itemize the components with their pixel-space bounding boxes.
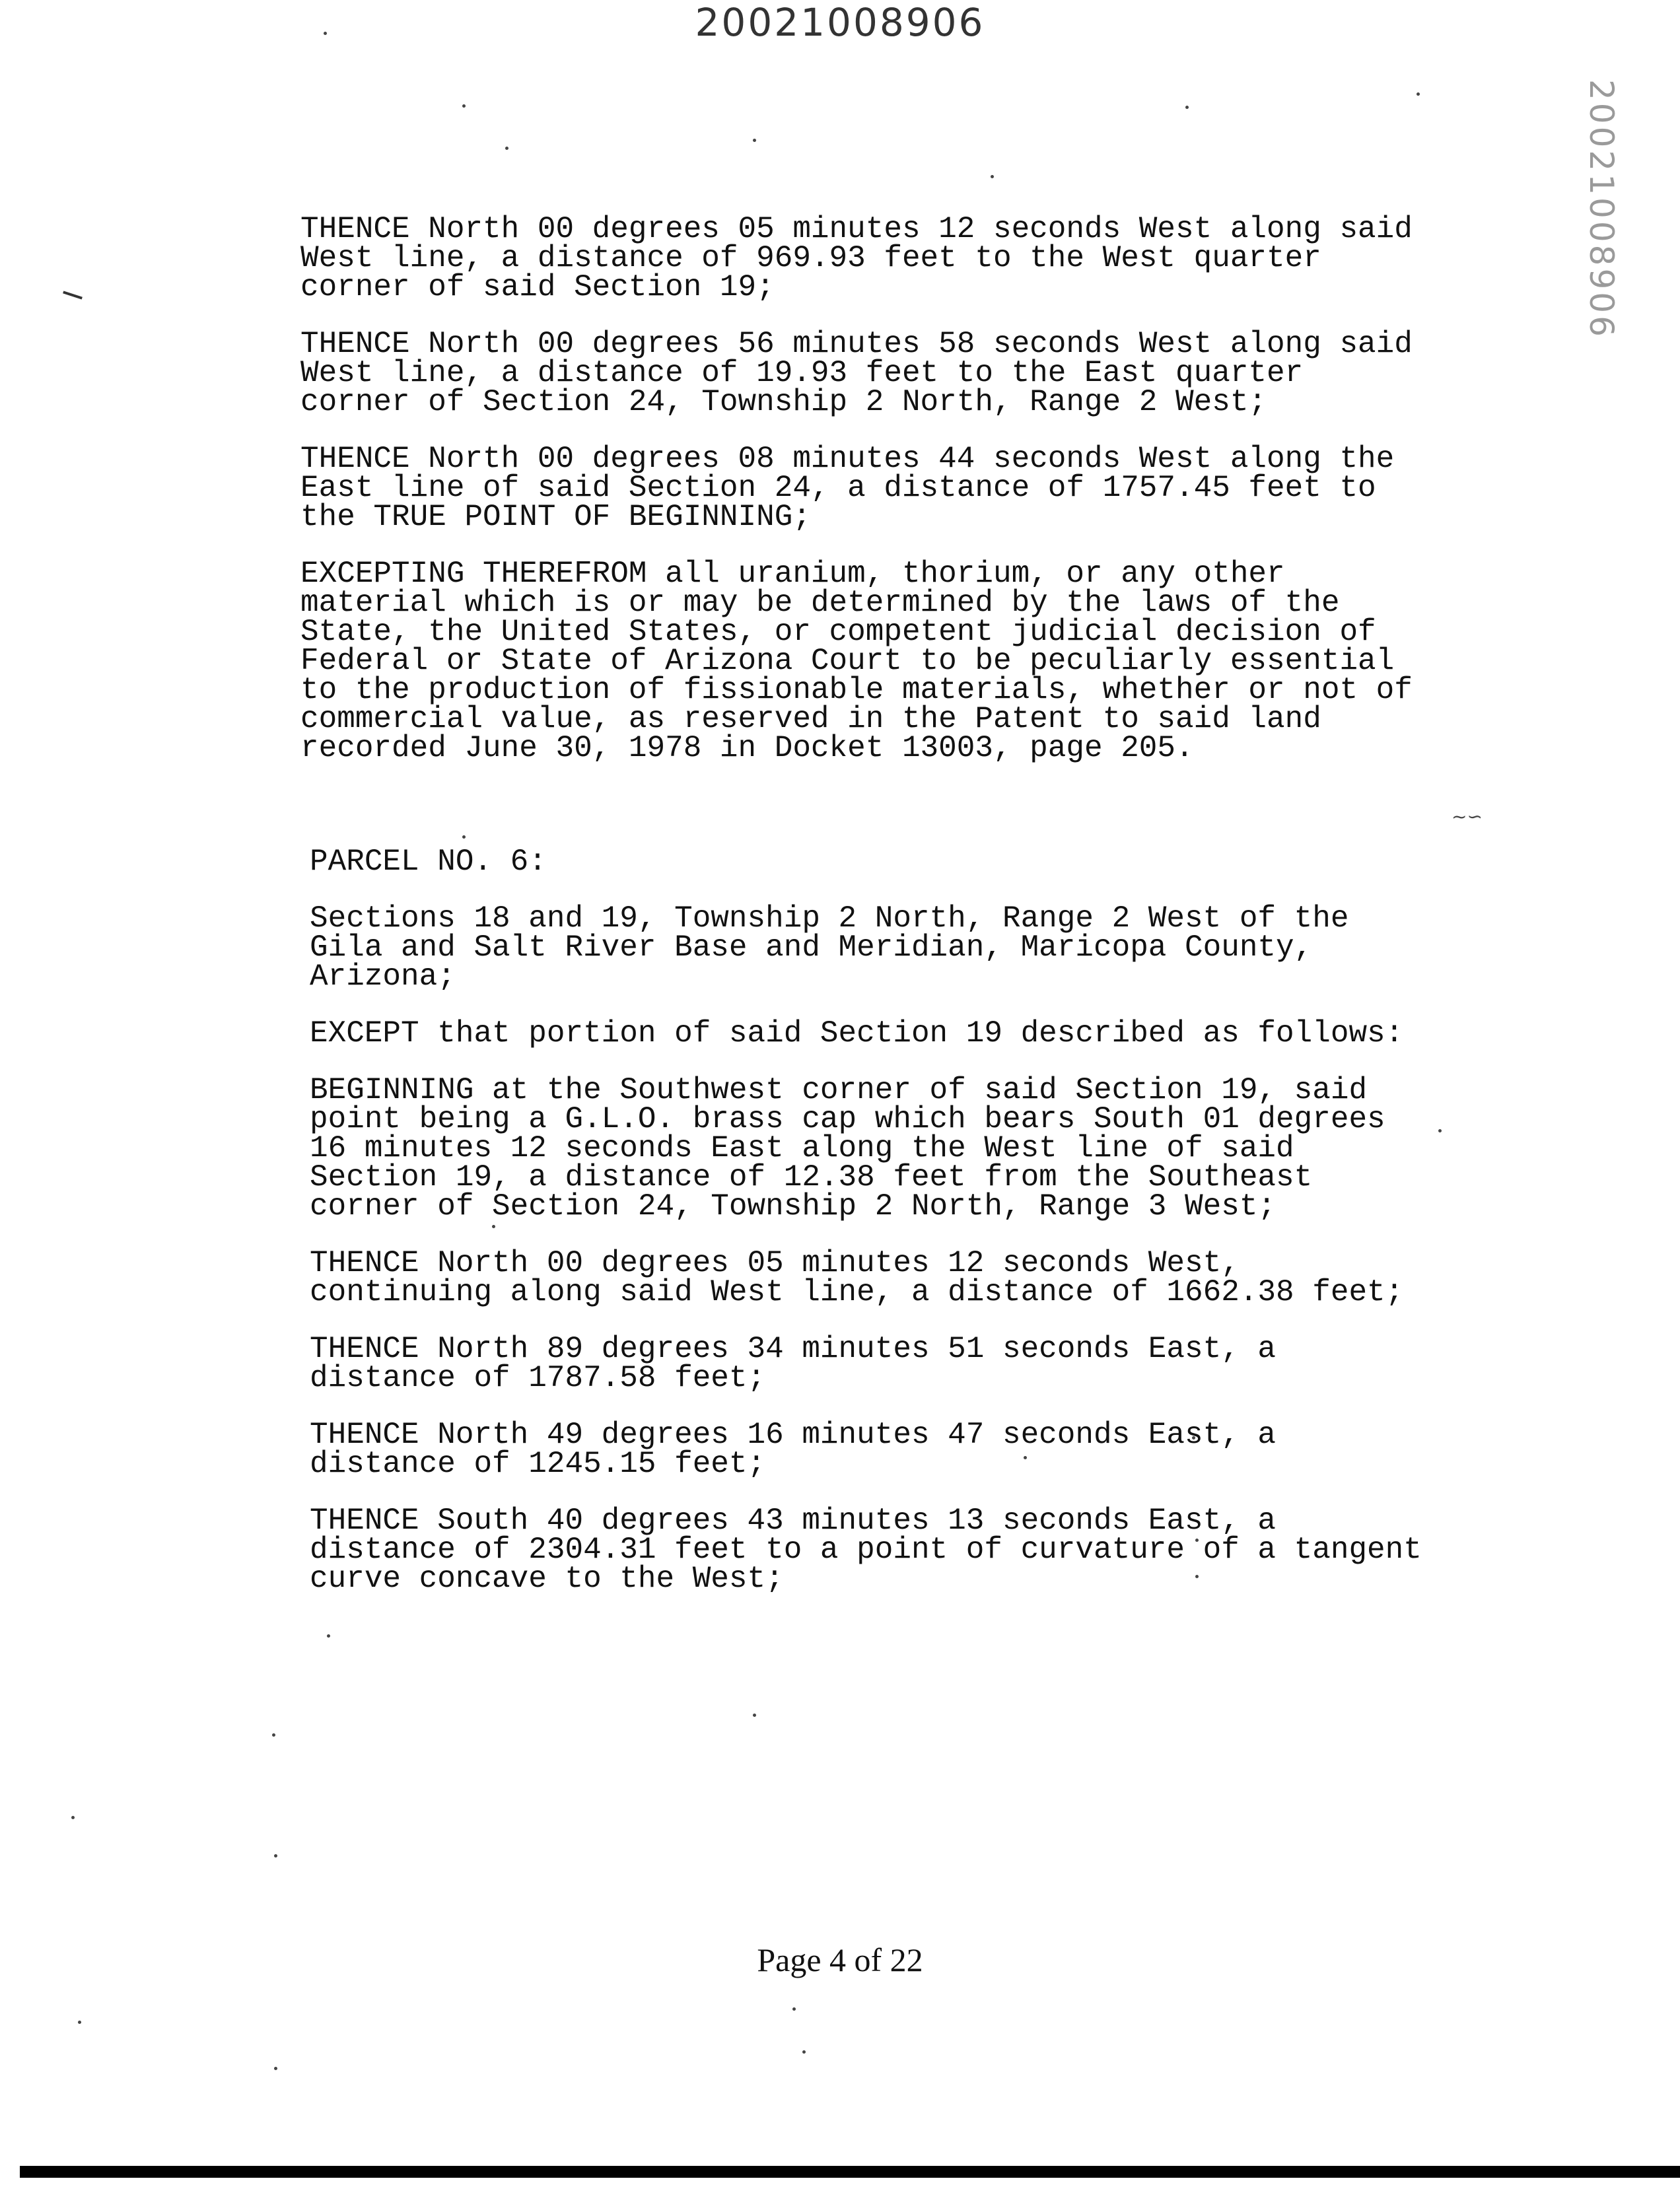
page-number: Page 4 of 22	[757, 1941, 923, 1978]
exception-paragraph: EXCEPTING THEREFROM all uranium, thorium, or any other material which is or may be determined by the laws of the State, the United States, or competent judicial decision of Federal or State of Arizona Court to be peculiarly essential to the production of fissionable materials, whether or not of commercial value, as reserved in the Patent to said land recorded June 30, 1978 in Docket 13003, page 205.	[300, 557, 1413, 765]
parcel-section	[300, 845, 1463, 1596]
parcel-paragraph: EXCEPT that portion of said Section 19 described as follows:	[310, 1016, 1404, 1051]
scan-speck	[462, 104, 466, 108]
scan-speck	[327, 1634, 330, 1638]
bottom-border-line	[20, 2166, 1680, 2178]
scan-speck	[272, 1733, 275, 1737]
parcel-paragraph: BEGINNING at the Southwest corner of said Section 19, said point being a G.L.O. brass cap which bears South 01 degrees 16 minutes 12 seconds East along the West line of said Section 19, a distance of 12.38 feet from the Southeast corner of Section 24, Township 2 North, Range 3 West;	[310, 1073, 1385, 1224]
scan-speck	[1185, 106, 1189, 109]
document-number: 20021008906	[695, 0, 985, 45]
scan-speck	[991, 175, 994, 178]
parcel-paragraph: THENCE North 49 degrees 16 minutes 47 seconds East, a distance of 1245.15 feet;	[310, 1418, 1277, 1481]
scan-speck	[802, 2050, 806, 2054]
description-paragraph: THENCE North 00 degrees 08 minutes 44 seconds West along the East line of said Section 24, a distance of 1757.45 feet to the TRUE POINT OF BEGINNING;	[300, 442, 1395, 534]
section-spacer	[300, 790, 1463, 847]
parcel-paragraph: THENCE North 00 degrees 05 minutes 12 seconds West, continuing along said West line, a distance of 1662.38 feet;	[310, 1246, 1404, 1309]
parcel-paragraph: THENCE South 40 degrees 43 minutes 13 seconds East, a distance of 2304.31 feet to a point of curvature of a tangent curve concave to the West;	[310, 1504, 1422, 1596]
legal-description	[300, 212, 1463, 1621]
scan-speck	[1417, 92, 1420, 96]
parcel-heading: PARCEL NO. 6:	[310, 845, 547, 879]
scan-speck	[792, 2007, 796, 2011]
description-paragraph: THENCE North 00 degrees 56 minutes 58 seconds West along said West line, a distance of 19.93 feet to the East quarter corner of Section 24, Township 2 North, Range 2 West;	[300, 327, 1413, 419]
scan-speck	[753, 1714, 756, 1717]
description-paragraph: THENCE North 00 degrees 05 minutes 12 seconds West along said West line, a distance of 969.93 feet to the West quarter corner of said Section 19;	[300, 212, 1413, 304]
scan-speck	[71, 1816, 75, 1819]
side-recording-stamp: 20021008906	[1582, 79, 1621, 339]
scan-speck	[505, 147, 508, 150]
scan-speck	[274, 1854, 277, 1857]
scan-speck	[274, 2067, 277, 2070]
scan-speck	[753, 139, 756, 142]
scan-speck	[78, 2021, 81, 2024]
scan-mark	[63, 291, 83, 299]
scan-speck	[324, 32, 327, 35]
handwritten-mark: ~∽	[1452, 806, 1483, 827]
parcel-paragraph: THENCE North 89 degrees 34 minutes 51 seconds East, a distance of 1787.58 feet;	[310, 1332, 1277, 1395]
parcel-paragraph: Sections 18 and 19, Township 2 North, Range 2 West of the Gila and Salt River Base and Meridian, Maricopa County, Arizona;	[310, 901, 1349, 994]
